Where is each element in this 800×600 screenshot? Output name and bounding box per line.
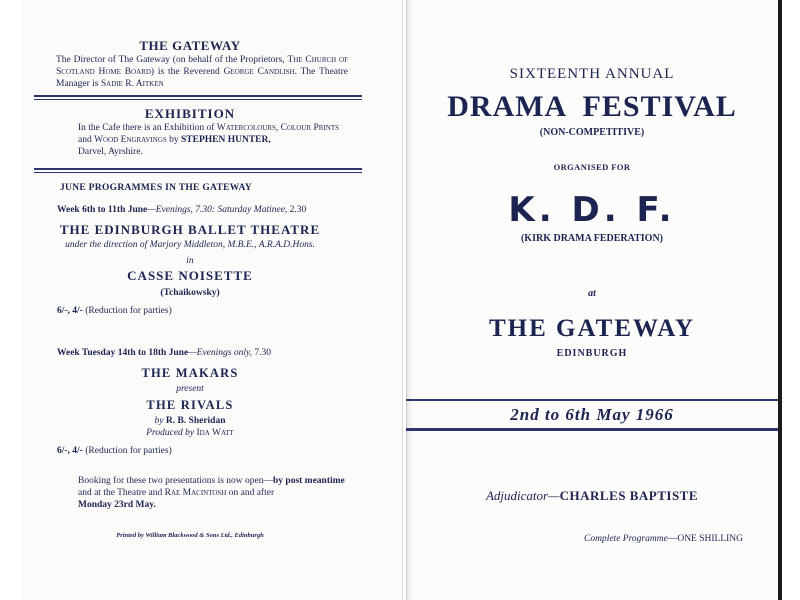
programme-price-line	[584, 534, 743, 544]
producer-line	[0, 428, 380, 438]
booking-text-1: Booking for these two presentations is now open—	[78, 476, 273, 486]
casse-noisette-title: CASSE NOISETTE	[127, 268, 253, 283]
annual-label: SIXTEENTH ANNUAL	[509, 66, 675, 82]
rivals-title: THE RIVALS	[146, 398, 234, 412]
printer-credit: Printed by William Blackwood & Sons Ltd., Edinburgh	[116, 532, 264, 539]
week2-price-note: (Reduction for parties)	[82, 446, 172, 456]
exhibition-heading: EXHIBITION	[144, 106, 236, 121]
gateway-heading: THE GATEWAY	[139, 38, 241, 53]
exhibition-text-2: Watercolours, Colour Prints	[216, 123, 339, 133]
festival-dates: 2nd to 6th May 1966	[510, 405, 674, 424]
festival-title: DRAMA FESTIVAL	[447, 90, 737, 123]
exhibition-text-3: and	[78, 135, 95, 145]
exhibition-text-6: STEPHEN HUNTER,	[180, 135, 271, 145]
programme-label: Complete Programme	[584, 534, 668, 544]
booking-notice	[78, 475, 356, 511]
divider-rule	[34, 95, 362, 100]
venue-title: THE GATEWAY	[488, 315, 696, 342]
adjudicator-line	[406, 488, 778, 504]
at-label: at	[588, 288, 596, 299]
booking-text-3: and at the Theatre and	[78, 488, 165, 498]
gateway-text-2: The Church of Scotland Home Board	[56, 55, 349, 77]
composer: (Tchaikowsky)	[160, 288, 220, 298]
booking-text-5: on and after	[226, 488, 275, 498]
week2-price-value: 6/-, 4/-	[57, 446, 83, 456]
week2-time-value: 7.30	[254, 348, 272, 358]
gateway-text-4: George Candlish	[223, 67, 295, 77]
booking-text-4: Rae Macintosh	[164, 488, 227, 498]
page-edge-shadow	[778, 0, 782, 600]
adjudicator-name: CHARLES BAPTISTE	[559, 488, 699, 503]
week1-times: —Evenings, 7.30:	[147, 205, 218, 215]
gateway-text-6: Sadie R. Aitken	[100, 79, 164, 89]
in-label: in	[186, 256, 194, 266]
week1-price-note: (Reduction for parties)	[82, 306, 172, 316]
exhibition-description	[78, 122, 348, 158]
ballet-direction: under the direction of Marjory Middleton, M.B.E., A.R.A.D.Hons.	[65, 240, 315, 250]
week2-dates	[57, 348, 271, 358]
gateway-text-3: ) is the Reverend	[150, 67, 220, 77]
kirk-federation-label: (KIRK DRAMA FEDERATION)	[520, 233, 664, 244]
week2-times: —Evenings only,	[188, 348, 255, 358]
by-label: by	[154, 416, 166, 426]
ballet-title: THE EDINBURGH BALLET THEATRE	[59, 222, 321, 237]
author-line	[0, 416, 380, 426]
divider-rule	[406, 428, 778, 431]
week1-matinee-time: , 2.30	[284, 205, 307, 215]
divider-rule	[406, 399, 778, 401]
city-label: EDINBURGH	[556, 348, 628, 359]
booking-text-6: Monday 23rd May.	[78, 500, 156, 510]
gateway-description	[56, 54, 348, 90]
author-name: R. B. Sheridan	[165, 416, 226, 426]
june-programmes-heading: JUNE PROGRAMMES IN THE GATEWAY	[60, 183, 252, 193]
exhibition-text-4: Wood Engravings	[94, 135, 167, 145]
exhibition-text-1: In the Cafe there is an Exhibition of	[78, 123, 217, 133]
divider-rule	[34, 168, 362, 173]
week1-price-value: 6/-, 4/-	[57, 306, 83, 316]
week2-dates-label: Week Tuesday 14th to 18th June	[57, 348, 189, 358]
week1-matinee: Saturday Matinee	[217, 205, 285, 215]
week2-price	[57, 446, 172, 456]
adjudicator-label: Adjudicator—	[485, 488, 560, 503]
exhibition-text-5: by	[166, 135, 181, 145]
exhibition-text-7: Darvel, Ayrshire.	[78, 147, 143, 157]
week1-price	[57, 306, 172, 316]
produced-label: Produced by	[146, 428, 197, 438]
present-label: present	[176, 384, 204, 394]
organised-for-label: ORGANISED FOR	[553, 162, 631, 172]
non-competitive-label: (NON-COMPETITIVE)	[539, 127, 645, 138]
producer-name: Ida Watt	[196, 428, 234, 438]
gateway-text-5: . The Theatre Manager is	[56, 67, 349, 89]
gateway-text-1: The Director of The Gateway (on behalf of the Proprietors,	[56, 55, 285, 65]
week1-dates	[57, 205, 306, 215]
programme-price: —ONE SHILLING	[667, 534, 744, 544]
week1-dates-label: Week 6th to 11th June	[57, 205, 148, 215]
kdf-title: K. D. F.	[508, 190, 676, 230]
booking-text-2: by post meantime	[273, 476, 345, 486]
makars-title: THE MAKARS	[141, 366, 239, 380]
